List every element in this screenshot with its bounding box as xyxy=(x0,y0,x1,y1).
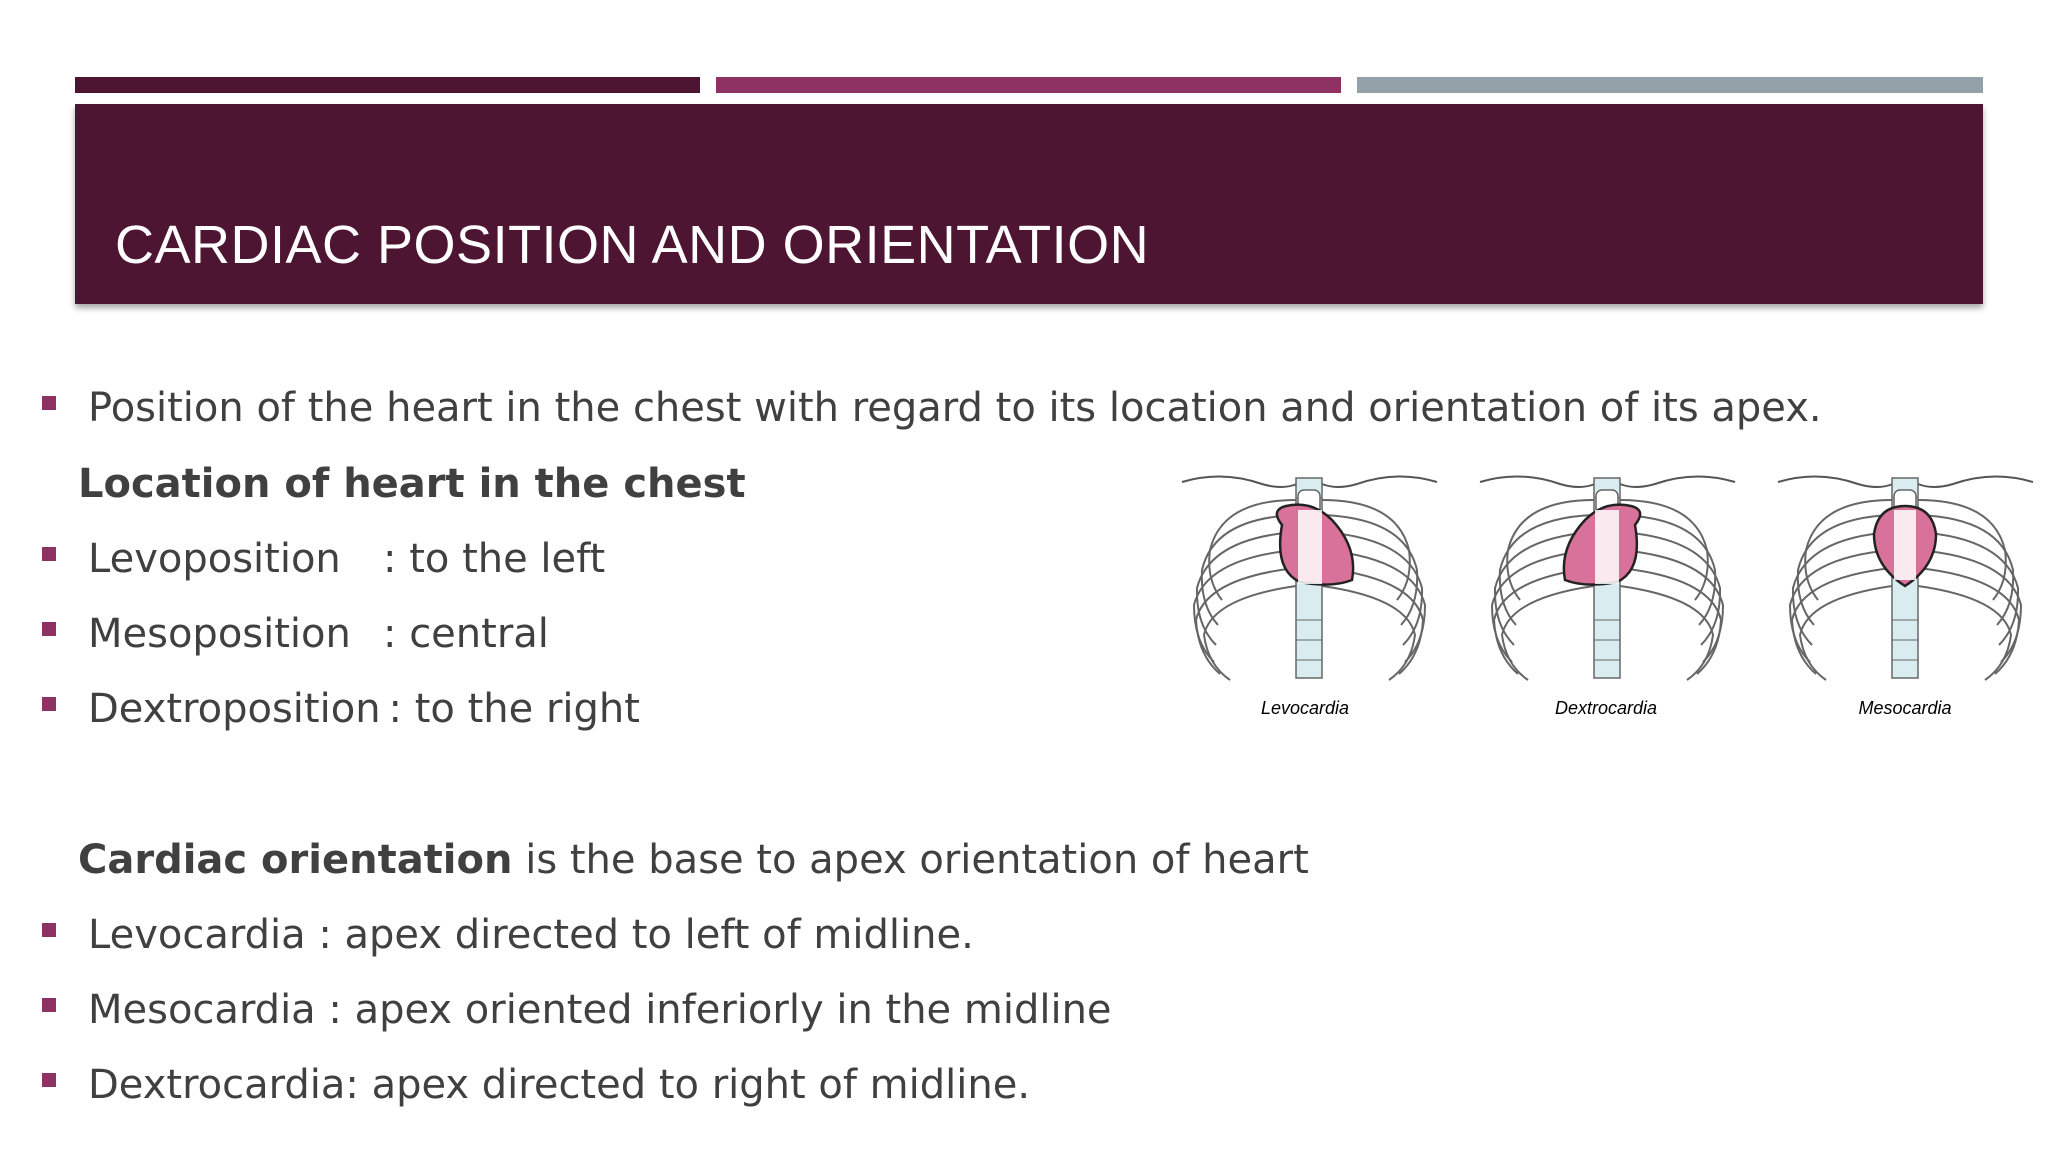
location-desc: : to the left xyxy=(383,536,606,582)
location-term: Levoposition xyxy=(88,536,341,582)
location-item-dextroposition xyxy=(88,685,640,733)
figure-label-levocardia: Levocardia xyxy=(1260,698,1350,718)
bullet-marker xyxy=(42,396,56,410)
orientation-desc: : apex oriented inferiorly in the midline xyxy=(315,987,1112,1033)
location-item-levoposition xyxy=(88,535,605,583)
bullet-marker xyxy=(42,622,56,636)
location-heading-text: Location of heart in the chest xyxy=(78,461,746,507)
orientation-item-mesocardia xyxy=(88,986,1112,1034)
levocardia-ribcage xyxy=(1182,476,1437,680)
orientation-item-levocardia xyxy=(88,911,974,959)
orientation-item-dextrocardia xyxy=(88,1061,1030,1109)
location-desc: : central xyxy=(383,611,549,657)
figure-label-dextrocardia: Dextrocardia xyxy=(1554,698,1658,718)
cardiac-position-figure xyxy=(1178,470,2038,730)
dextrocardia-ribcage xyxy=(1480,476,1735,680)
bullet-marker xyxy=(42,998,56,1012)
location-desc: : to the right xyxy=(388,686,640,732)
orientation-term: Levocardia xyxy=(88,912,306,958)
location-term: Dextroposition xyxy=(88,686,381,732)
bullet-marker xyxy=(42,697,56,711)
orientation-desc: : apex directed to left of midline. xyxy=(305,912,974,958)
mesocardia-ribcage xyxy=(1778,476,2033,680)
location-item-mesoposition xyxy=(88,610,549,658)
orientation-term: Dextrocardia xyxy=(88,1062,346,1108)
orientation-term: Mesocardia xyxy=(88,987,316,1033)
orientation-heading-bold: Cardiac orientation xyxy=(78,837,513,883)
orientation-desc: : apex directed to right of midline. xyxy=(345,1062,1031,1108)
bullet-marker xyxy=(42,1073,56,1087)
bullet-marker xyxy=(42,923,56,937)
orientation-heading xyxy=(78,836,1309,884)
slide-title: CARDIAC POSITION AND ORIENTATION xyxy=(115,215,1150,275)
location-term: Mesoposition xyxy=(88,611,351,657)
figure-label-mesocardia: Mesocardia xyxy=(1858,698,1952,718)
intro-text: Position of the heart in the chest with regard to its location and orientation of its apex. xyxy=(88,385,1822,431)
location-heading xyxy=(78,460,746,508)
ribcage-illustrations xyxy=(1178,470,2038,730)
bullet-marker xyxy=(42,547,56,561)
orientation-heading-rest: is the base to apex orientation of heart xyxy=(512,837,1309,883)
